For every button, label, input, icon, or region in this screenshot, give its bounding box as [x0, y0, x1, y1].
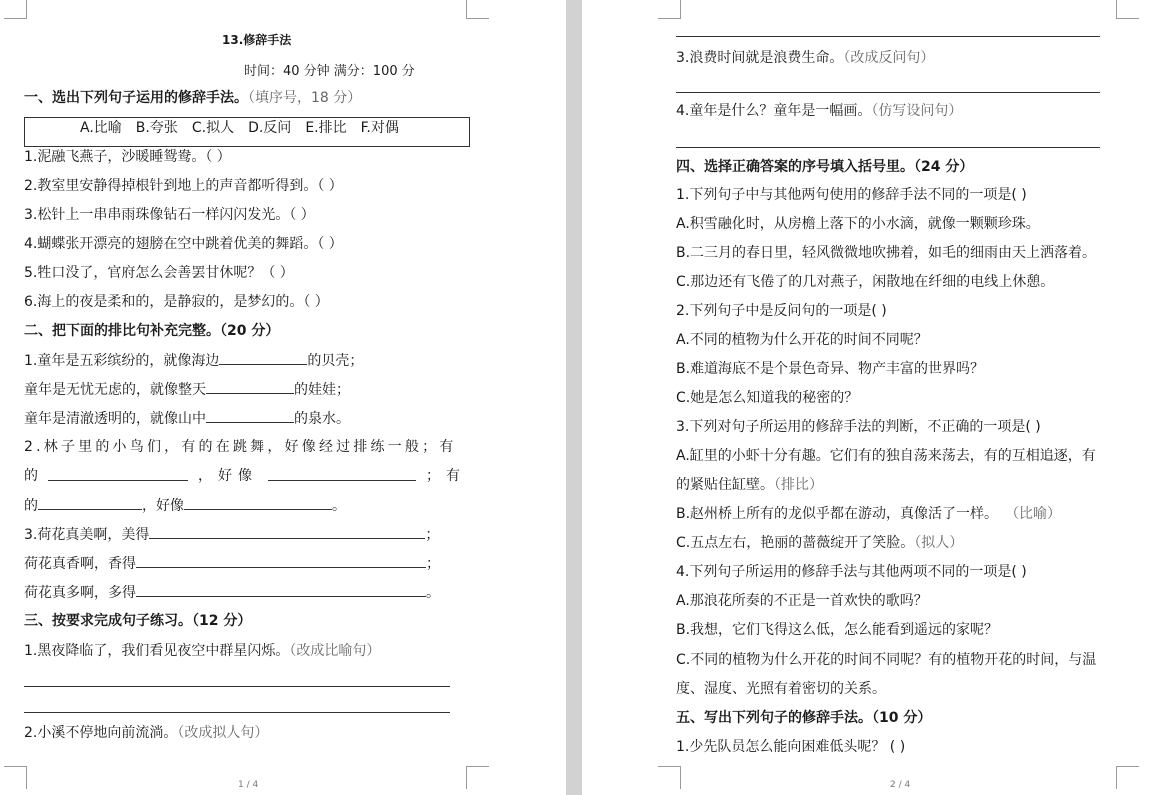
- choice-item: A.那浪花所奏的不正是一首欢快的歌吗？: [676, 593, 928, 609]
- question-item: 6.海上的夜是柔和的，是静寂的，是梦幻的。（ ）: [24, 294, 329, 310]
- question-item: 2.小溪不停地向前流淌。（改成拟人句）: [24, 725, 269, 741]
- choice-item: C.她是怎么知道我的秘密的？: [676, 390, 859, 406]
- choice-item: B.二三月的春日里，轻风微微地吹拂着，如毛的细雨由天上洒落着。: [676, 245, 1097, 261]
- option-a: A.比喻: [80, 120, 122, 136]
- page-title: 13.修辞手法: [222, 33, 292, 47]
- question-item: 2.下列句子中是反问句的一项是( ): [676, 303, 887, 319]
- choice-item: B.赵州桥上所有的龙似乎都在游动，真像活了一样。 （比喻）: [676, 506, 1062, 522]
- question-item: 2.教室里安静得掉根针到地上的声音都听得到。（ ）: [24, 178, 343, 194]
- fill-line: 荷花真多啊，多得 。: [24, 582, 440, 603]
- question-item: 4.下列句子所运用的修辞手法与其他两项不同的一项是( ): [676, 564, 1027, 580]
- answer-blank[interactable]: [38, 495, 142, 510]
- fill-line: 的 ，好像 。: [24, 495, 346, 516]
- choice-item: 的紧贴住缸壁。（排比）: [676, 477, 823, 493]
- section-5-heading: 五、写出下列句子的修辞手法。（10 分）: [676, 710, 932, 726]
- fill-line: 荷花真香啊，香得 ；: [24, 553, 440, 574]
- choice-item: A.不同的植物为什么开花的时间不同呢？: [676, 332, 928, 348]
- option-e: E.排比: [305, 120, 347, 136]
- choice-item: A.缸里的小虾十分有趣。它们有的独自荡来荡去，有的互相追逐，有: [676, 448, 1096, 464]
- choice-item: C.那边还有飞倦了的几对燕子，闲散地在纤细的电线上休憩。: [676, 274, 1055, 290]
- answer-blank[interactable]: [48, 466, 188, 481]
- answer-line[interactable]: [676, 92, 1100, 93]
- choice-item: 度、湿度、光照有着密切的关系。: [676, 681, 886, 697]
- question-item: 5.牲口没了，官府怎么会善罢甘休呢？（ ）: [24, 265, 294, 281]
- question-item: 3.下列对句子所运用的修辞手法的判断，不正确的一项是( ): [676, 419, 1041, 435]
- crop-mark: [466, 766, 489, 789]
- question-item: 1.黑夜降临了，我们看见夜空中群星闪烁。（改成比喻句）: [24, 643, 381, 659]
- section-1-heading: 一、选出下列句子运用的修辞手法。（填序号，18 分）: [24, 90, 362, 106]
- question-item: 4.蝴蝶张开漂亮的翅膀在空中跳着优美的舞蹈。（ ）: [24, 236, 343, 252]
- question-item: 3.松针上一串串雨珠像钻石一样闪闪发光。（ ）: [24, 207, 315, 223]
- page-1: [0, 0, 566, 795]
- crop-mark: [466, 0, 489, 19]
- answer-line[interactable]: [676, 36, 1100, 37]
- section-4-heading: 四、选择正确答案的序号填入括号里。（24 分）: [676, 159, 974, 175]
- crop-mark: [4, 0, 27, 19]
- answer-line[interactable]: [24, 686, 450, 687]
- fill-line: 的 ，好像 ；有: [24, 468, 466, 484]
- answer-line[interactable]: [676, 147, 1100, 148]
- choice-item: B.我想，它们飞得这么低，怎么能看到遥远的家呢？: [676, 622, 999, 638]
- question-item: 3.浪费时间就是浪费生命。（改成反问句）: [676, 50, 935, 66]
- fill-line: 3.荷花真美啊，美得 ；: [24, 524, 439, 545]
- exam-meta: 时间：40 分钟 满分：100 分: [244, 64, 415, 79]
- option-d: D.反问: [248, 120, 292, 136]
- fill-line: 1.童年是五彩缤纷的，就像海边 的贝壳；: [24, 350, 363, 371]
- choice-item: C.不同的植物为什么开花的时间不同呢？有的植物开花的时间，与温: [676, 652, 1097, 668]
- answer-blank[interactable]: [136, 582, 426, 597]
- answer-blank[interactable]: [206, 379, 294, 394]
- crop-mark: [658, 766, 681, 789]
- option-b: B.夸张: [135, 120, 178, 136]
- fill-line: 童年是无忧无虑的，就像整天 的娃娃；: [24, 379, 350, 400]
- crop-mark: [4, 766, 27, 789]
- question-item: 4.童年是什么？童年是一幅画。（仿写设问句）: [676, 103, 963, 119]
- choice-item: C.五点左右，艳丽的蔷薇绽开了笑脸。（拟人）: [676, 535, 964, 551]
- fill-line: 2.林子里的小鸟们，有的在跳舞，好像经过排练一般；有: [24, 439, 457, 455]
- page-gutter: [566, 0, 582, 795]
- option-c: C.拟人: [191, 120, 235, 136]
- answer-line[interactable]: [24, 712, 450, 713]
- answer-blank[interactable]: [136, 553, 426, 568]
- answer-blank[interactable]: [219, 350, 307, 365]
- answer-blank[interactable]: [206, 408, 294, 423]
- crop-mark: [658, 0, 681, 19]
- choice-item: B.难道海底不是个景色奇异、物产丰富的世界吗？: [676, 361, 985, 377]
- fill-line: 童年是清澈透明的，就像山中 的泉水。: [24, 408, 350, 429]
- page-number: 2 / 4: [890, 780, 911, 790]
- crop-mark: [1116, 766, 1139, 789]
- page-2: [582, 0, 1152, 795]
- options-row: [80, 118, 413, 138]
- question-item: 1.少先队员怎么能向困难低头呢？ ( ): [676, 739, 906, 755]
- answer-blank[interactable]: [184, 495, 332, 510]
- question-item: 1.泥融飞燕子，沙暖睡鸳鸯。（ ）: [24, 149, 231, 165]
- answer-blank[interactable]: [149, 524, 425, 539]
- crop-mark: [1116, 0, 1139, 19]
- page-number: 1 / 4: [238, 780, 259, 790]
- section-3-heading: 三、按要求完成句子练习。（12 分）: [24, 613, 252, 629]
- section-2-heading: 二、把下面的排比句补充完整。（20 分）: [24, 323, 280, 339]
- question-item: 1.下列句子中与其他两句使用的修辞手法不同的一项是( ): [676, 187, 1027, 203]
- answer-blank[interactable]: [268, 466, 416, 481]
- option-f: F.对偶: [360, 120, 399, 136]
- choice-item: A.积雪融化时，从房檐上落下的小水滴，就像一颗颗珍珠。: [676, 216, 1040, 232]
